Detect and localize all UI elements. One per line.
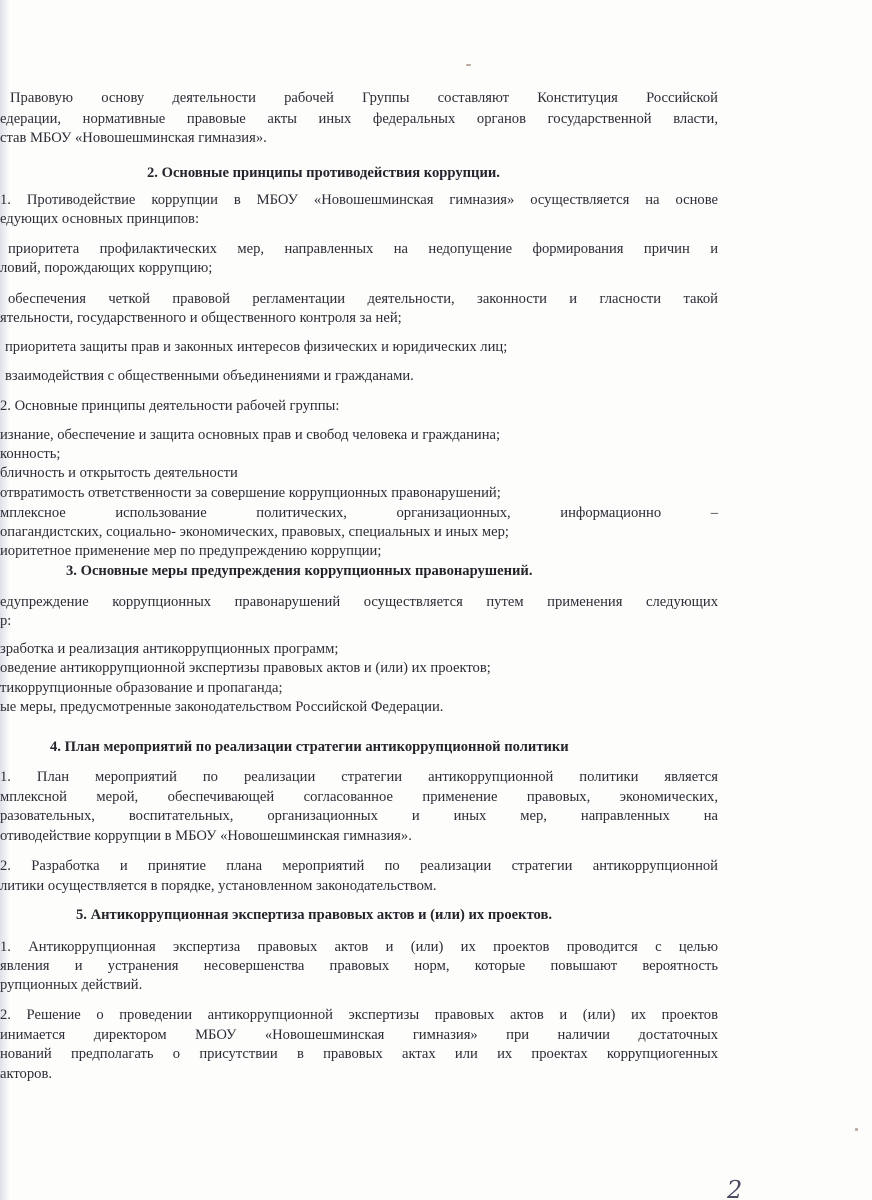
section-2-title: 2. Основные принципы противодействия коррупции. [147,165,500,181]
page-number: 2 [727,1176,743,1200]
group-principle-item: мплексное использование политических, организационных, информационно – [0,505,718,521]
intro-line: став МБОУ «Новошешминская гимназия». [0,130,267,146]
section-5-title: 5. Антикоррупционная экспертиза правовых актов и (или) их проектов. [76,907,553,923]
measure-item: оведение антикоррупционной экспертизы правовых актов и (или) их проектов; [0,660,491,676]
section-5-paragraph-line: инимается директором МБОУ «Новошешминская гимназия» при наличии достаточных [0,1027,718,1043]
section-4-paragraph-line: разовательных, воспитательных, организационных и иных мер, направленных на [0,808,718,824]
section-2-paragraph-line: едующих основных принципов: [0,211,199,227]
intro-line: едерации, нормативные правовые акты иных федеральных органов государственной власти, [0,111,718,127]
section-3-paragraph-line: р: [0,613,12,629]
section-2-paragraph-line: 1. Противодействие коррупции в МБОУ «Новошешминская гимназия» осуществляется на основе [0,192,718,208]
principle-item: приоритета защиты прав и законных интересов физических и юридических лиц; [5,339,508,355]
section-3-paragraph-line: едупреждение коррупционных правонарушений осуществляется путем применения следующих [0,594,718,610]
section-4-title: 4. План мероприятий по реализации стратегии антикоррупционной политики [50,739,569,755]
section-3-title: 3. Основные меры предупреждения коррупционных правонарушений. [66,563,533,579]
principle-item: ятельности, государственного и общественного контроля за ней; [0,310,402,326]
section-5-paragraph-line: нований предполагать о присутствии в правовых актах или их проектах коррупциогенных [0,1046,718,1062]
scan-speck [855,1128,858,1131]
group-principle-item: бличность и открытость деятельности [0,465,238,481]
section-4-paragraph-line: 1. План мероприятий по реализации стратегии антикоррупционной политики является [0,769,718,785]
intro-line: Правовую основу деятельности рабочей Группы составляют Конституция Российской [10,90,718,106]
measure-item: тикоррупционные образование и пропаганда; [0,680,283,696]
measure-item: ые меры, предусмотренные законодательством Российской Федерации. [0,699,444,715]
group-principle-item: конность; [0,446,61,462]
principle-item: взаимодействия с общественными объединениями и гражданами. [5,368,414,384]
section-2-paragraph-line: 2. Основные принципы деятельности рабочей группы: [0,398,340,414]
measure-item: зработка и реализация антикоррупционных программ; [0,641,339,657]
section-5-paragraph-line: явления и устранения несовершенства правовых норм, которые повышают вероятность [0,958,718,974]
group-principle-item: отвратимость ответственности за совершение коррупционных правонарушений; [0,485,501,501]
principle-item: ловий, порождающих коррупцию; [0,260,213,276]
section-5-paragraph-line: акторов. [0,1066,52,1082]
group-principle-item: изнание, обеспечение и защита основных прав и свобод человека и гражданина; [0,427,501,443]
section-5-paragraph-line: рупционных действий. [0,977,143,993]
group-principle-item: иоритетное применение мер по предупреждению коррупции; [0,543,382,559]
principle-item: обеспечения четкой правовой регламентации деятельности, законности и гласности такой [8,291,718,307]
group-principle-item: опагандистских, социально- экономических, правовых, специальных и иных мер; [0,524,509,540]
section-4-paragraph-line: литики осуществляется в порядке, установленном законодательством. [0,878,437,894]
section-4-paragraph-line: 2. Разработка и принятие плана мероприятий по реализации стратегии антикоррупционной [0,858,718,874]
section-4-paragraph-line: мплексной мерой, обеспечивающей согласованное применение правовых, экономических, [0,789,718,805]
section-5-paragraph-line: 2. Решение о проведении антикоррупционной экспертизы правовых актов и (или) их проектов [0,1007,718,1023]
scan-speck [466,64,471,66]
section-5-paragraph-line: 1. Антикоррупционная экспертиза правовых актов и (или) их проектов проводится с целью [0,939,718,955]
section-4-paragraph-line: отиводействие коррупции в МБОУ «Новошешминская гимназия». [0,828,412,844]
principle-item: приоритета профилактических мер, направленных на недопущение формирования причин и [8,241,718,257]
